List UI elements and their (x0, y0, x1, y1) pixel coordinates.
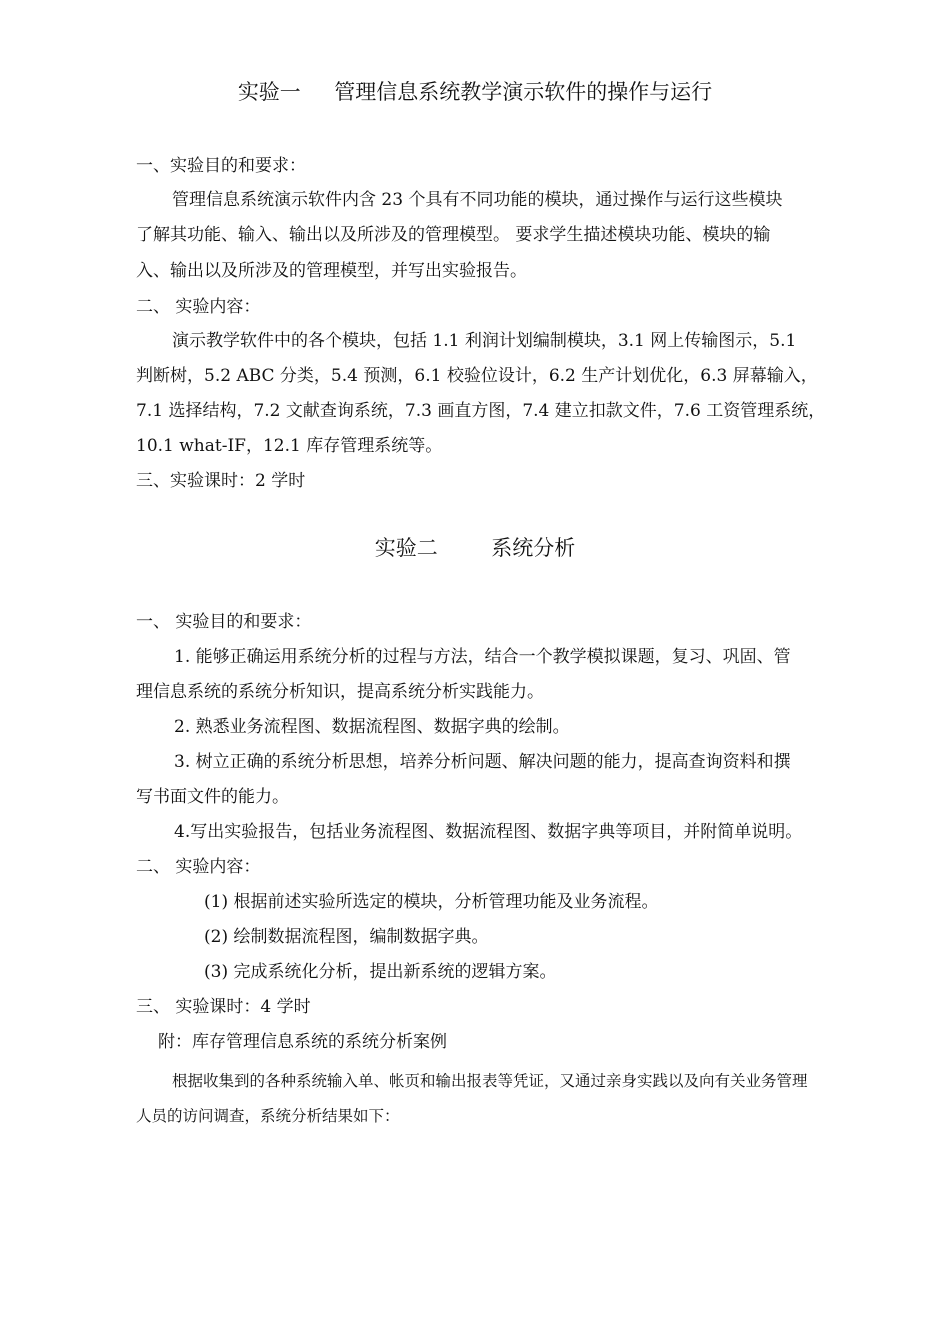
exp1-goal-para-line: 管理信息系统演示软件内含 23 个具有不同功能的模块，通过操作与运行这些模块 (172, 190, 783, 210)
exp1-goal-para-line: 入、输出以及所涉及的管理模型，并写出实验报告。 (136, 261, 527, 281)
exp1-content-para-line: 10.1 what-IF，12.1 库存管理系统等。 (136, 436, 443, 456)
exp1-goal-heading: 一、实验目的和要求： (136, 156, 306, 176)
exp1-content-para-line: 演示教学软件中的各个模块，包括 1.1 利润计划编制模块，3.1 网上传输图示，5.1 (172, 331, 797, 351)
exp2-content-item: (1) 根据前述实验所选定的模块，分析管理功能及业务流程。 (204, 892, 659, 912)
exp2-goal-item: 3. 树立正确的系统分析思想，培养分析问题、解决问题的能力，提高查询资料和撰 (174, 752, 791, 772)
exp2-goal-heading: 一、 实验目的和要求： (136, 612, 312, 632)
appendix-para-line: 根据收集到的各种系统输入单、帐页和输出报表等凭证，又通过亲身实践以及向有关业务管理 (172, 1072, 808, 1090)
experiment-1-title: 实验一 管理信息系统教学演示软件的操作与运行 (237, 80, 713, 104)
exp2-goal-item-cont: 理信息系统的系统分析知识，提高系统分析实践能力。 (136, 682, 544, 702)
exp2-goal-item: 1. 能够正确运用系统分析的过程与方法，结合一个教学模拟课题，复习、巩固、管 (174, 647, 791, 667)
exp1-content-para-line: 判断树，5.2 ABC 分类，5.4 预测，6.1 校验位设计，6.2 生产计划优化，6.3 屏幕输入， (136, 366, 818, 386)
exp1-content-para-line: 7.1 选择结构，7.2 文献查询系统，7.3 画直方图，7.4 建立扣款文件，7.6 工资管理系统， (136, 401, 826, 421)
exp2-goal-item: 4.写出实验报告，包括业务流程图、数据流程图、数据字典等项目，并附简单说明。 (174, 822, 803, 842)
exp2-goal-item-cont: 写书面文件的能力。 (136, 787, 289, 807)
exp2-content-item: (2) 绘制数据流程图，编制数据字典。 (204, 927, 489, 947)
appendix-title: 附：库存管理信息系统的系统分析案例 (158, 1032, 447, 1052)
exp2-content-heading: 二、 实验内容： (136, 857, 261, 877)
exp2-goal-item: 2. 熟悉业务流程图、数据流程图、数据字典的绘制。 (174, 717, 570, 737)
appendix-para-line: 人员的访问调查，系统分析结果如下： (136, 1107, 400, 1125)
exp2-content-item: (3) 完成系统化分析，提出新系统的逻辑方案。 (204, 962, 557, 982)
exp1-goal-para-line: 了解其功能、输入、输出以及所涉及的管理模型。 要求学生描述模块功能、模块的输 (136, 225, 771, 245)
experiment-2-title: 实验二 系统分析 (374, 536, 576, 560)
exp2-hours: 三、 实验课时：4 学时 (136, 997, 311, 1017)
exp1-hours: 三、实验课时：2 学时 (136, 471, 306, 491)
exp1-content-heading: 二、 实验内容： (136, 297, 261, 317)
